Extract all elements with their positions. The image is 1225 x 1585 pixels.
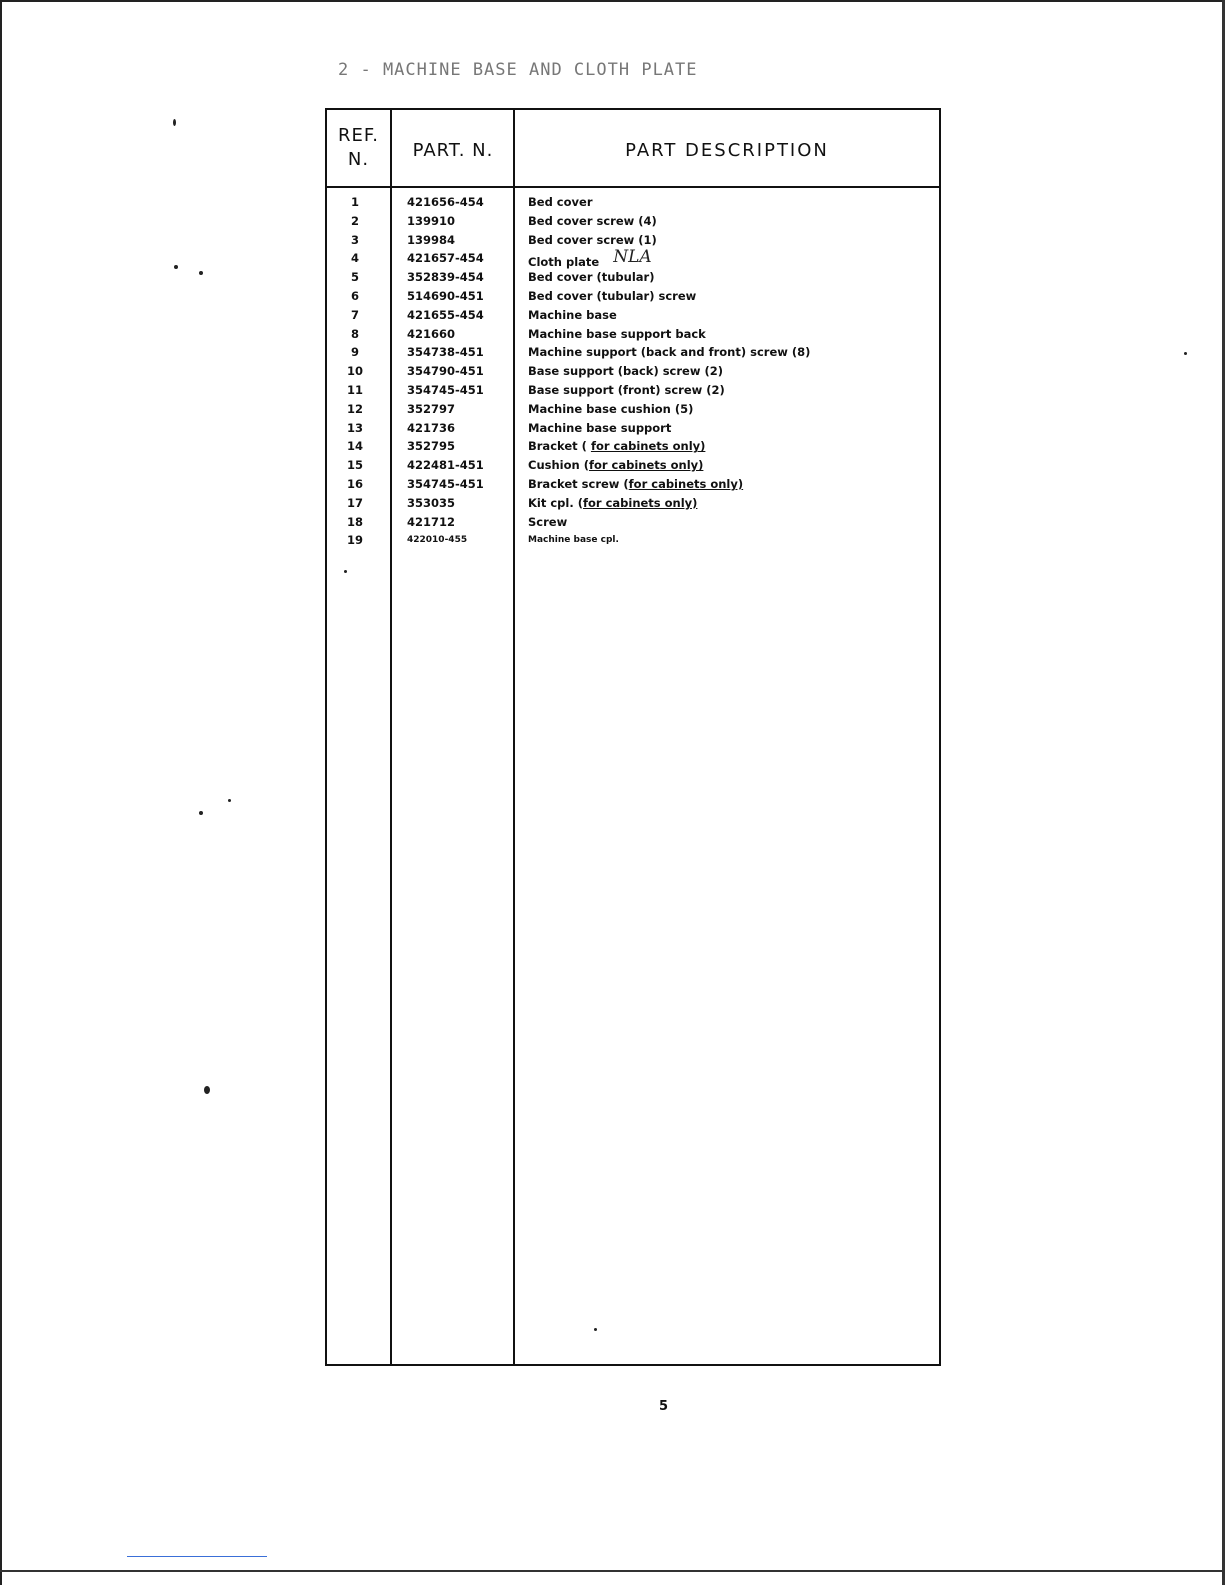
table-row xyxy=(327,270,939,289)
table-row xyxy=(327,496,939,515)
table-row xyxy=(327,477,939,496)
ref-cell: 8 xyxy=(350,326,359,341)
header-ref xyxy=(327,124,390,172)
cabinet-note: for cabinets only) xyxy=(628,476,744,491)
part-number-cell: 421736 xyxy=(407,420,456,435)
part-number-cell: 421655-454 xyxy=(407,307,484,322)
scan-speck xyxy=(344,570,347,573)
page-number: 5 xyxy=(659,1399,669,1414)
header-part-description: PART DESCRIPTION xyxy=(625,140,829,161)
ref-cell: 14 xyxy=(346,439,363,454)
ref-cell: 16 xyxy=(346,476,363,491)
table-row xyxy=(327,402,939,421)
description-text: Cloth plate xyxy=(528,255,600,270)
description-cell: Bed cover screw (1) xyxy=(528,232,657,247)
description-text: Bracket ( xyxy=(528,439,587,454)
part-number-cell: 422481-451 xyxy=(407,458,484,473)
ref-cell: 13 xyxy=(346,420,363,435)
scan-artifact-line xyxy=(127,1556,267,1557)
scan-speck xyxy=(199,271,203,275)
description-cell: Machine base support xyxy=(528,420,672,435)
ref-cell: 7 xyxy=(350,307,359,322)
ref-cell: 10 xyxy=(346,364,363,379)
part-number-cell: 353035 xyxy=(407,495,456,510)
ref-cell: 5 xyxy=(350,270,359,285)
ref-cell: 3 xyxy=(350,232,359,247)
part-number-cell: 421656-454 xyxy=(407,195,484,209)
scan-speck xyxy=(199,811,203,815)
header-ref-line2: N. xyxy=(347,149,370,170)
table-row xyxy=(327,327,939,346)
header-ref-line1: REF. xyxy=(337,125,380,146)
description-cell xyxy=(528,247,652,271)
table-body xyxy=(327,195,939,552)
part-number-cell: 354745-451 xyxy=(407,382,484,397)
table-row xyxy=(327,195,939,214)
description-cell: Machine base support back xyxy=(528,326,706,341)
ref-cell: 12 xyxy=(346,401,363,416)
description-cell: Base support (front) screw (2) xyxy=(528,382,725,397)
scan-speck xyxy=(174,265,178,269)
handwritten-note: NLA xyxy=(613,247,652,268)
table-row xyxy=(327,515,939,534)
table-row xyxy=(327,289,939,308)
table-row xyxy=(327,214,939,233)
ref-cell: 19 xyxy=(346,533,363,548)
scan-speck xyxy=(204,1086,210,1094)
description-cell: Machine base xyxy=(528,307,617,322)
part-number-cell: 354745-451 xyxy=(407,476,484,491)
description-cell xyxy=(528,477,743,491)
section-caption: 2 - MACHINE BASE AND CLOTH PLATE xyxy=(338,60,698,80)
ref-cell: 1 xyxy=(350,195,359,209)
cabinet-note: for cabinets only) xyxy=(588,458,704,473)
description-cell: Screw xyxy=(528,514,568,529)
scan-edge-left xyxy=(0,0,2,1585)
scan-speck xyxy=(1184,352,1187,355)
description-text: Cushion ( xyxy=(528,458,589,473)
ref-cell: 18 xyxy=(346,514,363,529)
table-row xyxy=(327,308,939,327)
ref-cell: 11 xyxy=(346,382,363,397)
table-row xyxy=(327,421,939,440)
header-part-number: PART. N. xyxy=(412,140,494,161)
description-text: Kit cpl. ( xyxy=(528,495,583,510)
part-number-cell: 421712 xyxy=(407,514,456,529)
part-number-cell: 514690-451 xyxy=(407,288,484,303)
part-number-cell: 354790-451 xyxy=(407,364,484,379)
scan-speck xyxy=(594,1328,597,1331)
part-number-cell: 421660 xyxy=(407,326,456,341)
part-number-cell: 352795 xyxy=(407,439,456,454)
part-number-cell: 352839-454 xyxy=(407,270,484,285)
description-cell: Bed cover (tubular) screw xyxy=(528,288,697,303)
part-number-cell: 421657-454 xyxy=(407,251,484,266)
description-cell xyxy=(528,458,703,472)
part-number-cell: 139910 xyxy=(407,213,456,228)
ref-cell: 6 xyxy=(350,288,359,303)
header-divider xyxy=(327,186,939,188)
description-cell: Machine support (back and front) screw (8) xyxy=(528,345,811,360)
table-row xyxy=(327,345,939,364)
description-cell: Base support (back) screw (2) xyxy=(528,364,723,379)
description-text: Bracket screw ( xyxy=(528,476,629,491)
parts-table xyxy=(325,108,941,1366)
description-cell: Machine base cpl. xyxy=(528,535,619,546)
description-cell xyxy=(528,439,705,453)
table-row xyxy=(327,533,939,552)
part-number-cell: 352797 xyxy=(407,401,456,416)
table-row xyxy=(327,364,939,383)
table-row xyxy=(327,247,939,270)
ref-cell: 4 xyxy=(350,251,359,266)
ref-cell: 2 xyxy=(350,213,359,228)
ref-cell: 9 xyxy=(350,345,359,360)
table-row xyxy=(327,383,939,402)
cabinet-note: for cabinets only) xyxy=(582,495,698,510)
part-number-cell: 139984 xyxy=(407,232,456,247)
table-row xyxy=(327,439,939,458)
part-number-cell: 354738-451 xyxy=(407,345,484,360)
description-cell: Machine base cushion (5) xyxy=(528,401,694,416)
scan-edge-top xyxy=(0,0,1225,2)
ref-cell: 15 xyxy=(346,458,363,473)
scan-edge-bottom xyxy=(0,1570,1225,1572)
cabinet-note: for cabinets only) xyxy=(590,439,706,454)
description-cell: Bed cover (tubular) xyxy=(528,270,655,285)
scan-speck xyxy=(228,799,231,802)
part-number-cell: 422010-455 xyxy=(407,535,468,546)
description-cell xyxy=(528,496,697,510)
description-cell: Bed cover screw (4) xyxy=(528,213,657,228)
ref-cell: 17 xyxy=(346,495,363,510)
scan-speck xyxy=(173,119,176,126)
table-row xyxy=(327,458,939,477)
description-cell: Bed cover xyxy=(528,195,593,209)
